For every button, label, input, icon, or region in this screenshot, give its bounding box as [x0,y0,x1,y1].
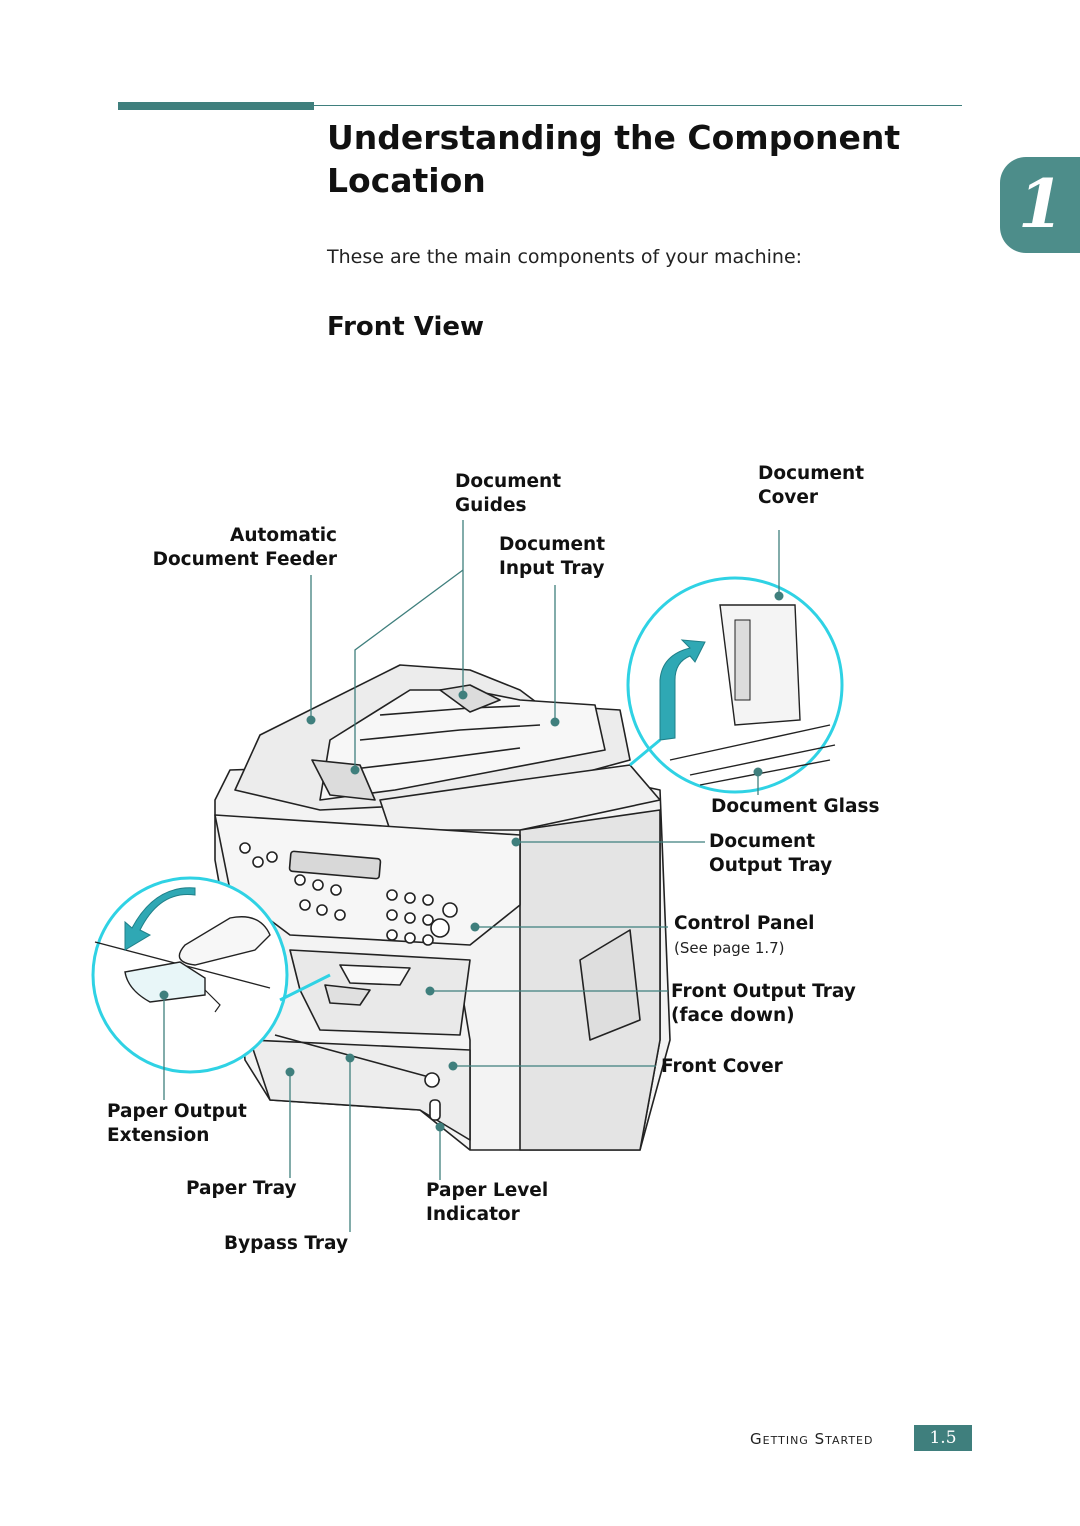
chapter-number: 1 [1018,165,1064,243]
intro-text: These are the main components of your machine: [327,246,803,268]
label-paper-output-extension: Paper Output Extension [107,1101,247,1146]
label-control-panel: Control Panel [674,913,815,934]
label-paper-level-indicator: Paper Level Indicator [426,1180,549,1225]
page-title: Understanding the Component Location [327,118,901,200]
label-document-output-tray: Document Output Tray [709,831,833,876]
footer-section-name: Getting Started [750,1430,874,1448]
page-number: 1.5 [914,1425,972,1451]
label-paper-tray: Paper Tray [186,1178,297,1199]
label-document-cover: Document Cover [758,463,865,508]
label-document-input-tray: Document Input Tray [499,534,606,579]
label-front-cover: Front Cover [661,1056,783,1077]
header-rule-line [314,105,962,106]
label-bypass-tray: Bypass Tray [224,1233,349,1254]
label-automatic-document-feeder: Automatic Document Feeder [152,525,337,570]
header-rule-accent [118,102,314,110]
front-output-area [290,950,470,1035]
chapter-tab [1000,157,1080,253]
label-document-glass: Document Glass [711,796,880,817]
label-control-panel-note: (See page 1.7) [674,939,785,957]
document-cover-callout [628,578,842,792]
label-document-guides: Document Guides [455,471,562,516]
label-front-output-tray: Front Output Tray (face down) [671,981,856,1026]
section-title: Front View [327,312,485,342]
